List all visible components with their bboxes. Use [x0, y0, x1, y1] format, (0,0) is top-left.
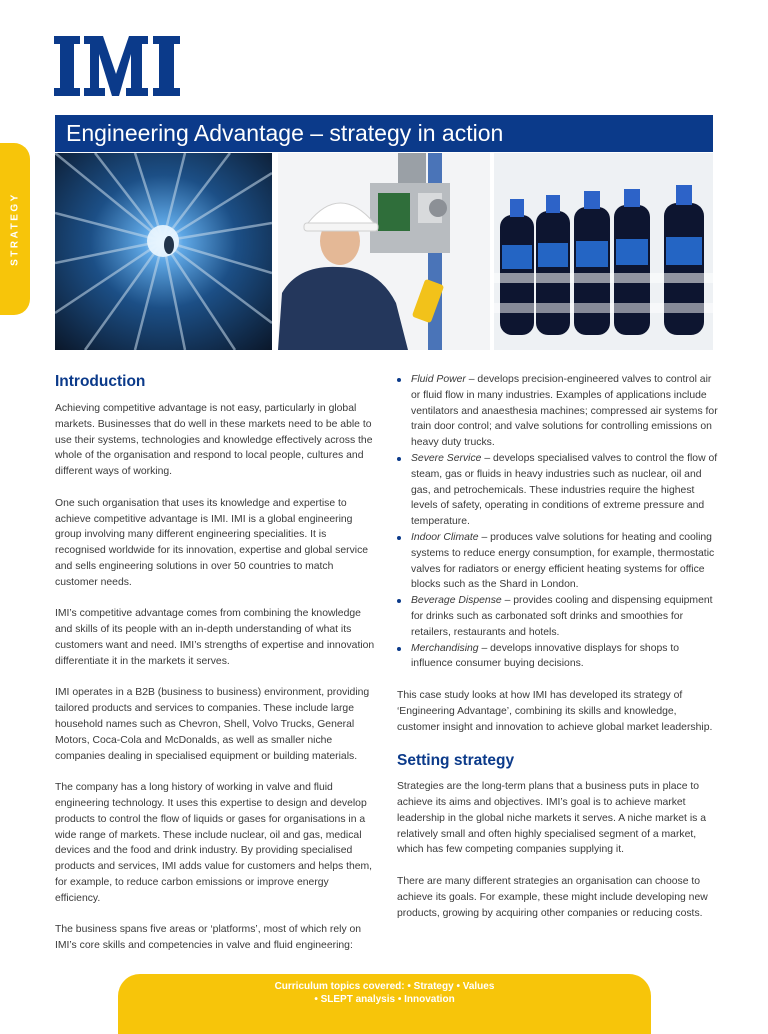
setting-strategy-heading: Setting strategy — [397, 752, 515, 770]
curriculum-topics-line: • SLEPT analysis • Innovation — [314, 993, 455, 1005]
intro-paragraph: One such organisation that uses its knowledge and expertise to achieve competitive advantage is IMI. IMI is a global engineering group involving many different engineering specialities. It is recognised worldwide for its innovation, expertise and global service and sells engineering solutions in over 50 countries to match customer needs. — [55, 497, 369, 588]
bullet-icon — [397, 647, 401, 651]
platform-text: – develops specialised valves to control the flow of steam, gas or fluids in heavy industries such as nuclear, oil and gas, and petrochemicals. These industries require the highest levels of safety, operating in conditions of extreme pressure and temperature. — [411, 452, 718, 528]
introduction-heading: Introduction — [55, 373, 146, 390]
bottles-photo — [494, 153, 713, 350]
platform-item — [397, 593, 719, 640]
platform-name: Indoor Climate — [411, 531, 479, 543]
intro-paragraph: IMI’s competitive advantage comes from combining the knowledge and skills of its people with an in-depth understanding of what its customers want and need. IMI’s strengths of expertise and innovation differentiate it in the markets it serves. — [55, 608, 375, 667]
turbine-tunnel-photo — [55, 153, 272, 350]
intro-paragraph: Achieving competitive advantage is not easy, particularly in global markets. Businesses that do well in these markets need to be able to use their systems, technologies and knowledge effectively across the whole of the organisation and respond to local people, cultures and different ways of working. — [55, 403, 373, 478]
platform-item — [397, 530, 719, 593]
bullet-icon — [397, 599, 401, 603]
platform-name: Fluid Power — [411, 374, 466, 385]
strategy-paragraph: There are many different strategies an organisation can choose to achieve its goals. For example, these might include developing new products, growing by acquiring other companies or reducing costs. — [397, 875, 708, 919]
platform-name: Merchandising — [411, 642, 479, 654]
curriculum-topics-line: Curriculum topics covered: • Strategy • Values — [274, 981, 495, 992]
bullet-icon — [397, 457, 401, 461]
platform-list — [397, 372, 719, 672]
engineer-photo — [278, 153, 490, 350]
page-title: Engineering Advantage – strategy in action — [55, 115, 713, 152]
side-tab-label: STRATEGY — [9, 192, 21, 266]
platform-text: – provides cooling and dispensing equipment for drinks such as carbonated soft drinks and smoothies for retailers, restaurants and hotels. — [411, 595, 713, 638]
platform-item — [397, 451, 719, 530]
platform-name: Beverage Dispense — [411, 595, 502, 607]
imi-logo — [54, 36, 180, 96]
bullet-icon — [397, 536, 401, 540]
right-column — [397, 372, 719, 937]
left-column — [55, 372, 375, 970]
strategy-paragraph: Strategies are the long-term plans that a business puts in place to achieve its aims and objectives. IMI’s goal is to achieve market leadership in the global niche markets it serves. A niche market is a relatively small and often highly specialised segment of a market, which has few competing companies supplying it. — [397, 781, 706, 856]
platform-text: – produces valve solutions for heating and cooling systems to reduce energy consumption, for example, thermostatic valves for radiators or energy efficient heating systems for office blocks such as the Shard in London. — [411, 531, 715, 591]
platform-text: – develops innovative displays for shops to influence consumer buying decisions. — [411, 642, 680, 670]
curriculum-topics-banner — [118, 974, 651, 1034]
platform-text: – develops precision-engineered valves to control air or fluid flow in many industries. Examples of applications include ventilators and anaesthesia machines; compressed air systems for train door control; and valve solutions for controlling emissions on heavy duty trucks. — [411, 374, 718, 449]
intro-paragraph: The company has a long history of working in valve and fluid engineering technology. It uses this expertise to design and develop products to control the flow of liquids or gases for organisations in a wide range of markets. These include nuclear, oil and gas, medical devices and the food and drink industry. By providing specialised products and services, IMI adds value for customers and helps them, for example, to reduce carbon emissions or improve energy efficiency. — [55, 782, 373, 904]
intro-paragraph: The business spans five areas or ‘platforms’, most of which rely on IMI’s core skills and competencies in valve and fluid engineering: — [55, 924, 362, 952]
bullet-icon — [397, 378, 401, 382]
platform-item — [397, 641, 719, 673]
case-study-paragraph: This case study looks at how IMI has developed its strategy of ‘Engineering Advantage’, combining its skills and knowledge, customer insight and innovation to achieve global market leadership. — [397, 689, 713, 733]
platform-name: Severe Service — [411, 452, 482, 464]
platform-item — [397, 372, 719, 451]
intro-paragraph: IMI operates in a B2B (business to business) environment, providing tailored products and services to companies. These include large household names such as Chevron, Shell, Volvo Trucks, General Motors, Coca-Cola and McDonalds, as well as smaller niche companies dealing in specialised equipment or building materials. — [55, 687, 370, 762]
